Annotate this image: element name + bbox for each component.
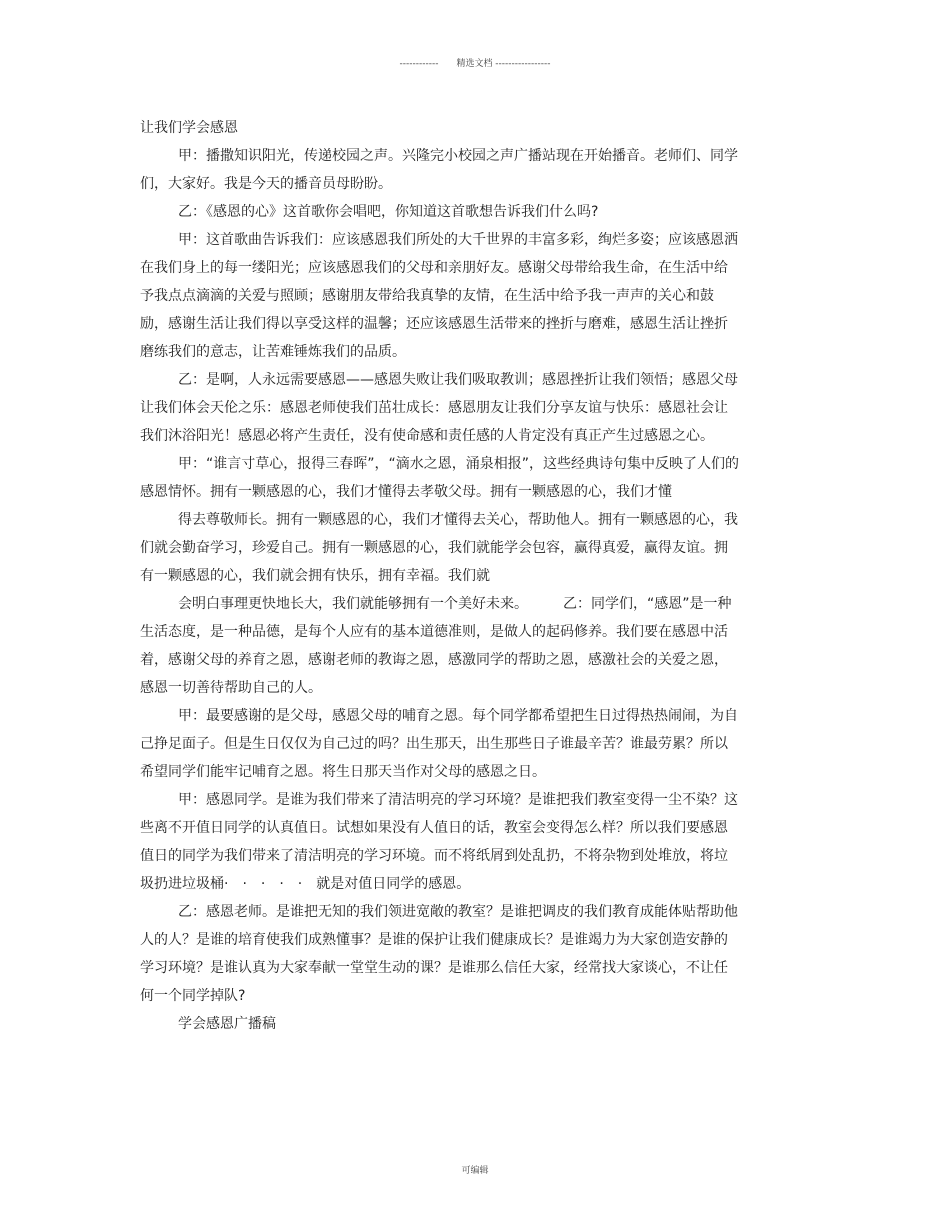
closing-title: 学会感恩广播稿	[178, 1016, 276, 1032]
paragraph-3: 甲：这首歌曲告诉我们：应该感恩我们所处的大千世界的丰富多彩，绚烂多姿；应该感恩洒在我们身上的每一缕阳光；应该感恩我们的父母和亲朋好友。感谢父母带给我生命，在生活中给予我点点滴滴的关爱与照顾；感谢朋友带给我真挚的友情，在生活中给予我一声声的关心和鼓励，感谢生活让我们得以享受这样的温馨；还应该感恩生活带来的挫折与磨难，感恩生活让挫折磨练我们的意志，让苦难锤炼我们的品质。	[140, 232, 738, 360]
paragraph-6: 得去尊敬师长。拥有一颗感恩的心，我们才懂得去关心，帮助他人。拥有一颗感恩的心，我们就会勤奋学习，珍爱自己。拥有一颗感恩的心，我们就能学会包容，赢得真爱，赢得友谊。拥有一颗感恩的心，我们就会拥有快乐，拥有幸福。我们就	[140, 512, 738, 584]
paragraph-10: 乙：感恩老师。是谁把无知的我们领进宽敞的教室？是谁把调皮的我们教育成能体贴帮助他人的人？是谁的培育使我们成熟懂事？是谁的保护让我们健康成长？是谁竭力为大家创造安静的学习环境？是谁认真为大家奉献一堂堂生动的课？是谁那么信任大家，经常找大家谈心，不让任何一个同学掉队?	[140, 904, 738, 1004]
document-title: 让我们学会感恩	[140, 120, 238, 136]
paragraph-5: 甲：“谁言寸草心，报得三春晖”，“滴水之恩，涌泉相报”，这些经典诗句集中反映了人们的感恩情怀。拥有一颗感恩的心，我们才懂得去孝敬父母。拥有一颗感恩的心，我们才懂	[140, 456, 740, 500]
paragraph-1: 甲：播撒知识阳光，传递校园之声。兴隆完小校园之声广播站现在开始播音。老师们、同学们，大家好。我是今天的播音员母盼盼。	[140, 148, 738, 192]
paragraph-7: 会明白事理更快地长大，我们就能够拥有一个美好未来。 乙：同学们，“感恩”是一种生活态度，是一种品德，是每个人应有的基本道德准则，是做人的起码修养。我们要在感恩中活着，感谢父母的养育之恩，感谢老师的教诲之恩，感激同学的帮助之恩，感激社会的关爱之恩，感恩一切善待帮助自己的人。	[140, 596, 732, 696]
page-header: ------------ 精选文档 -----------------	[399, 59, 551, 69]
paragraph-9: 甲：感恩同学。是谁为我们带来了清洁明亮的学习环境？是谁把我们教室变得一尘不染？这些离不开值日同学的认真值日。试想如果没有人值日的话，教室会变得怎么样？所以我们要感恩值日的同学为我们带来了清洁明亮的学习环境。而不将纸屑到处乱扔，不将杂物到处堆放，将垃圾扔进垃圾桶· · · · · 就是对值日同学的感恩。	[140, 792, 738, 892]
paragraph-2: 乙：《感恩的心》这首歌你会唱吧，你知道这首歌想告诉我们什么吗?	[178, 204, 599, 220]
page-footer: 可编辑	[461, 1166, 489, 1176]
document-body	[140, 114, 740, 1038]
paragraph-8: 甲：最要感谢的是父母，感恩父母的哺育之恩。每个同学都希望把生日过得热热闹闹，为自己挣足面子。但是生日仅仅为自己过的吗？出生那天，出生那些日子谁最辛苦？谁最劳累？所以希望同学们能牢记哺育之恩。将生日那天当作对父母的感恩之日。	[140, 708, 738, 780]
paragraph-4: 乙：是啊，人永远需要感恩——感恩失败让我们吸取教训；感恩挫折让我们领悟；感恩父母让我们体会天伦之乐：感恩老师使我们茁壮成长：感恩朋友让我们分享友谊与快乐：感恩社会让我们沐浴阳光！感恩必将产生责任，没有使命感和责任感的人肯定没有真正产生过感恩之心。	[140, 372, 738, 444]
